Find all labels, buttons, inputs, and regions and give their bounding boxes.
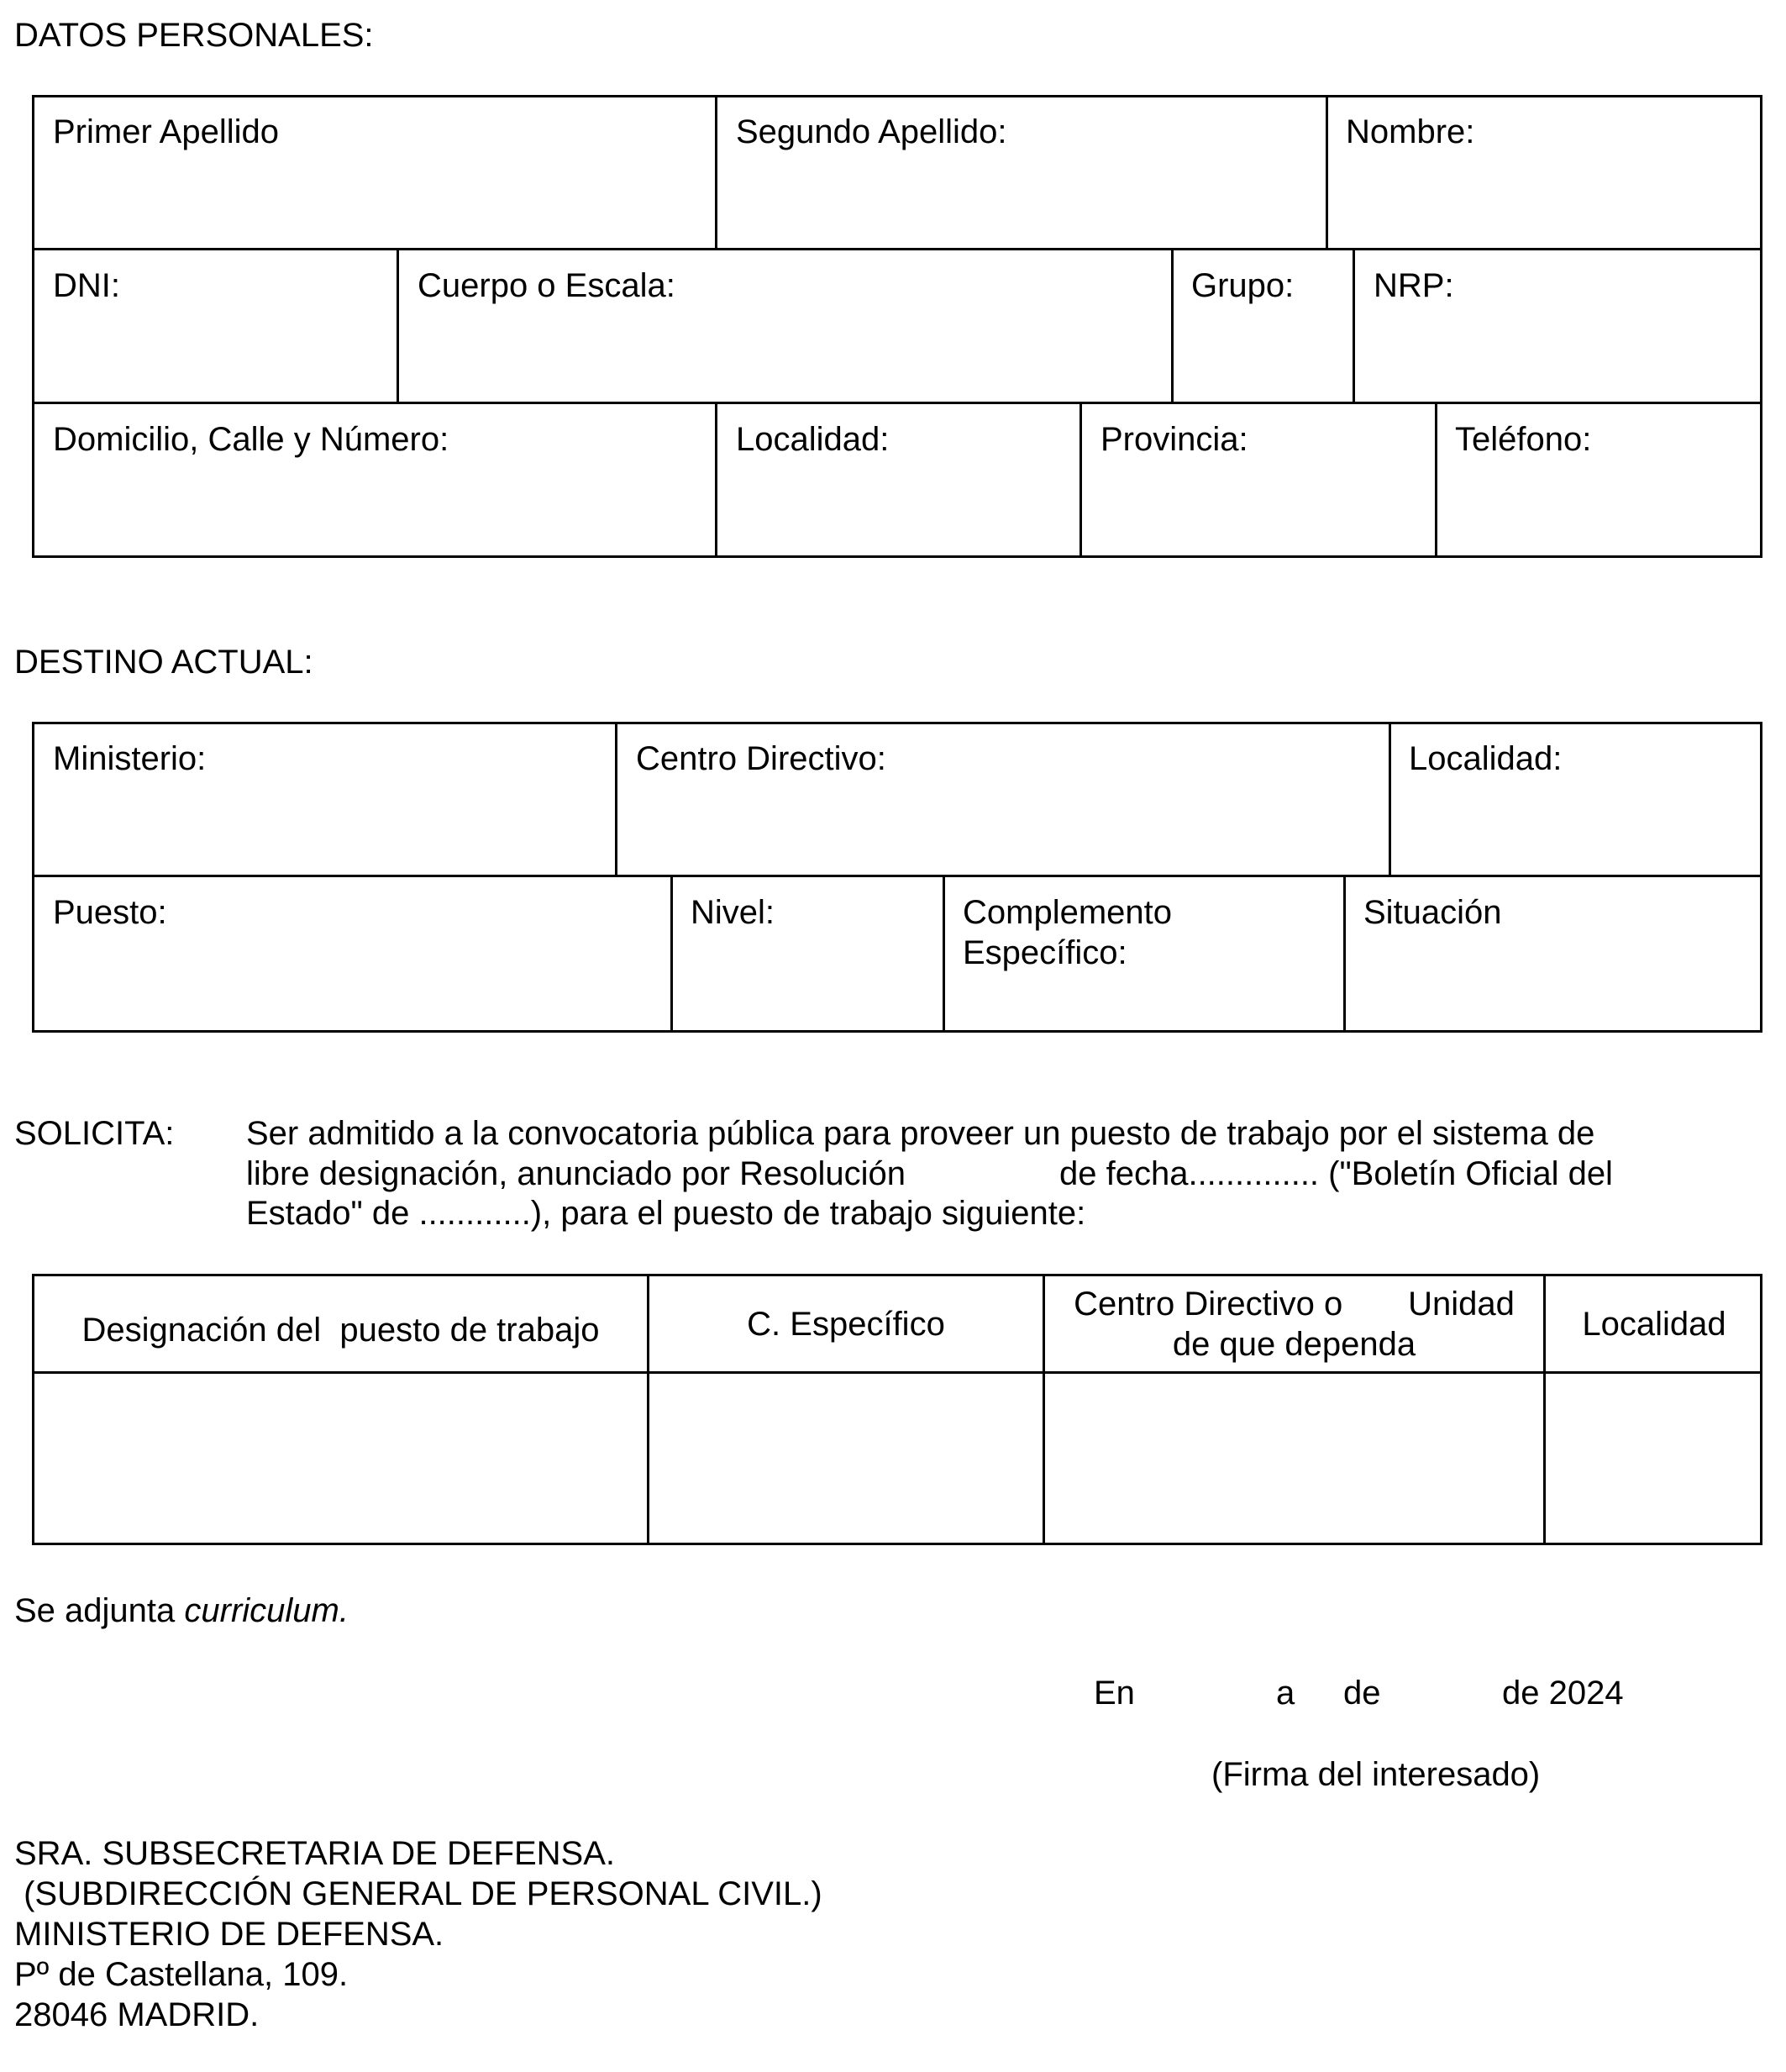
address-block (14, 1833, 822, 2035)
column-header-centro-directivo (1045, 1276, 1543, 1371)
field-telefono[interactable]: Teléfono: (1455, 421, 1592, 458)
divider (1171, 248, 1174, 403)
label-line: Complemento (963, 894, 1173, 931)
divider (32, 402, 1762, 404)
field-complemento-especifico[interactable] (963, 892, 1172, 973)
field-dni[interactable]: DNI: (53, 267, 120, 304)
address-line: 28046 MADRID. (14, 1996, 260, 2033)
header-text: Centro Directivo o Unidad (1074, 1285, 1515, 1323)
divider (1079, 402, 1082, 558)
input-cell-centro-directivo[interactable] (1045, 1374, 1543, 1543)
divider (1343, 875, 1346, 1033)
fecha-de-2024: de 2024 (1502, 1675, 1624, 1712)
field-localidad-destino[interactable]: Localidad: (1409, 740, 1563, 777)
section-heading-destino-actual: DESTINO ACTUAL: (14, 644, 313, 681)
label-line: Específico: (963, 934, 1127, 971)
field-puesto[interactable]: Puesto: (53, 894, 167, 931)
solicita-text-line2b: de fecha.............. ("Boletín Oficial del (1059, 1155, 1613, 1192)
solicita-label: SOLICITA: (14, 1115, 175, 1152)
field-primer-apellido[interactable]: Primer Apellido (53, 113, 280, 150)
input-cell-localidad[interactable] (1546, 1374, 1760, 1543)
divider (1353, 248, 1355, 403)
fecha-de: de (1343, 1675, 1381, 1712)
field-cuerpo-escala[interactable]: Cuerpo o Escala: (418, 267, 675, 304)
input-cell-c-especifico[interactable] (649, 1374, 1043, 1543)
column-header-localidad (1546, 1276, 1762, 1371)
firma-label: (Firma del interesado) (1211, 1756, 1541, 1793)
field-nombre[interactable]: Nombre: (1346, 113, 1475, 150)
divider (615, 722, 617, 876)
field-domicilio[interactable]: Domicilio, Calle y Número: (53, 421, 449, 458)
divider (32, 248, 1762, 250)
address-line: Pº de Castellana, 109. (14, 1956, 349, 1993)
divider (715, 402, 717, 558)
divider (1326, 95, 1328, 250)
field-localidad[interactable]: Localidad: (736, 421, 890, 458)
solicita-text-line1: Ser admitido a la convocatoria pública para proveer un puesto de trabajo por el sistema de (246, 1115, 1595, 1152)
adjunta-curriculum: curriculum. (184, 1592, 349, 1629)
field-segundo-apellido[interactable]: Segundo Apellido: (736, 113, 1007, 150)
divider (715, 95, 717, 250)
solicita-text-line3: Estado" de ............), para el puesto de trabajo siguiente: (246, 1195, 1086, 1232)
address-line: (SUBDIRECCIÓN GENERAL DE PERSONAL CIVIL.) (14, 1875, 822, 1912)
header-text: de que dependa (1172, 1325, 1416, 1363)
fecha-a: a (1276, 1675, 1295, 1712)
field-nivel[interactable]: Nivel: (691, 894, 775, 931)
address-line: MINISTERIO DE DEFENSA. (14, 1916, 444, 1953)
personal-data-table (32, 95, 1762, 558)
divider (670, 875, 673, 1033)
field-grupo[interactable]: Grupo: (1191, 267, 1295, 304)
input-cell-designacion[interactable] (34, 1374, 647, 1543)
header-text: C. Específico (747, 1305, 945, 1343)
divider (32, 875, 1762, 877)
divider (1435, 402, 1437, 558)
column-header-designacion (34, 1294, 647, 1366)
field-provincia[interactable]: Provincia: (1100, 421, 1248, 458)
adjunta-prefix: Se adjunta (14, 1592, 185, 1629)
field-nrp[interactable]: NRP: (1374, 267, 1454, 304)
field-ministerio[interactable]: Ministerio: (53, 740, 207, 777)
address-line: SRA. SUBSECRETARIA DE DEFENSA. (14, 1835, 615, 1872)
fecha-en: En (1094, 1675, 1135, 1712)
divider (1389, 722, 1391, 876)
divider (397, 248, 399, 403)
header-text: Designación del puesto de trabajo (81, 1312, 600, 1349)
section-heading-datos-personales: DATOS PERSONALES: (14, 17, 374, 54)
header-text: Localidad (1582, 1305, 1726, 1343)
divider (943, 875, 945, 1033)
adjunta-text (14, 1591, 349, 1631)
field-centro-directivo[interactable]: Centro Directivo: (636, 740, 886, 777)
field-situacion[interactable]: Situación (1363, 894, 1502, 931)
solicita-text-line2a: libre designación, anunciado por Resolución (246, 1155, 906, 1192)
column-header-c-especifico (649, 1276, 1043, 1371)
